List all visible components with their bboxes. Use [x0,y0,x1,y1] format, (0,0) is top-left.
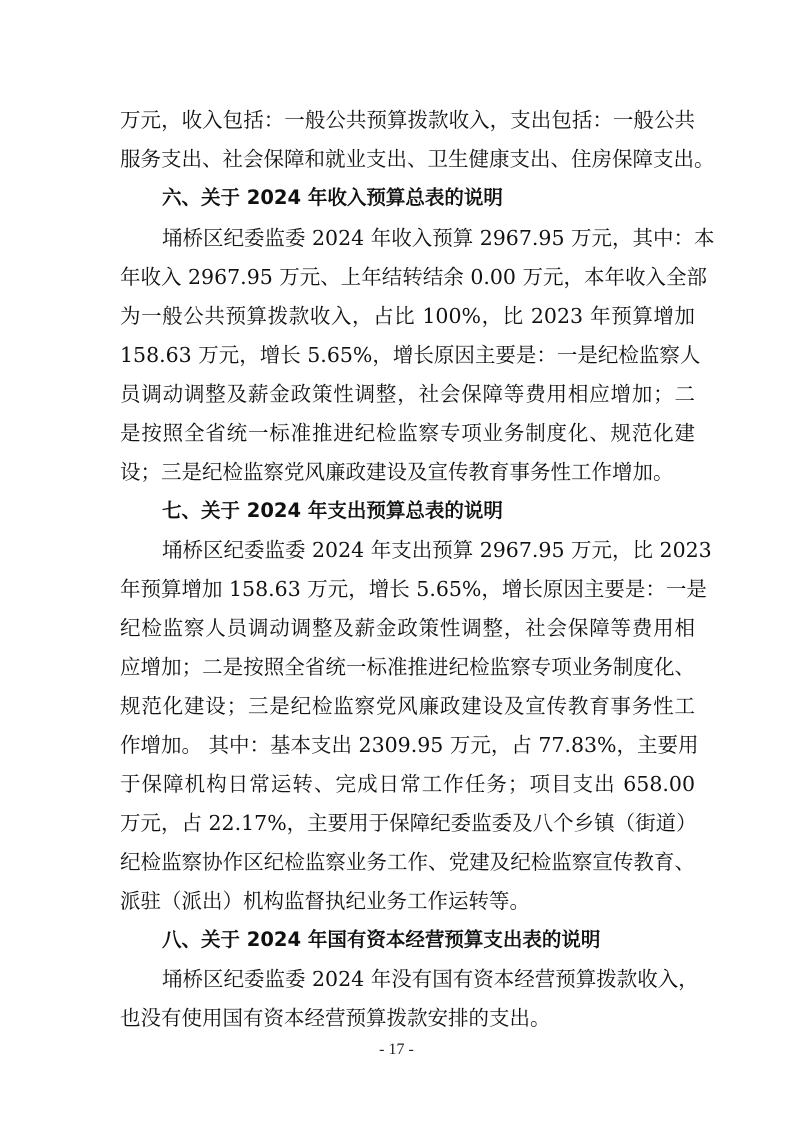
body-text-line: 也没有使用国有资本经营预算拨款安排的支出。 [120,1006,551,1030]
body-text-line: 设；三是纪检监察党风廉政建设及宣传教育事务性工作增加。 [120,460,674,484]
body-text-line: 年预算增加 158.63 万元，增长 5.65%，增长原因主要是：一是 [120,577,707,601]
body-text-line: 埇桥区纪委监委 2024 年支出预算 2967.95 万元，比 2023 [162,538,712,562]
section-heading-8: 八、关于 2024 年国有资本经营预算支出表的说明 [162,928,601,951]
body-text-line: 员调动调整及薪金政策性调整，社会保障等费用相应增加；二 [120,382,695,406]
body-text-line: 派驻（派出）机构监督执纪业务工作运转等。 [120,889,530,913]
body-text-line: 服务支出、社会保障和就业支出、卫生健康支出、住房保障支出。 [120,147,715,171]
page-number: - 17 - [379,1041,414,1058]
body-text-line: 应增加；二是按照全省统一标准推进纪检监察专项业务制度化、 [120,655,695,679]
body-text-line: 为一般公共预算拨款收入，占比 100%，比 2023 年预算增加 [120,304,695,328]
section-heading-7: 七、关于 2024 年支出预算总表的说明 [162,499,503,522]
body-text-line: 万元，收入包括：一般公共预算拨款收入，支出包括：一般公共 [120,108,695,132]
body-text-line: 万元，占 22.17%，主要用于保障纪委监委及八个乡镇（街道） [120,811,697,835]
body-text-line: 于保障机构日常运转、完成日常工作任务；项目支出 658.00 [120,772,695,796]
body-text-line: 规范化建设；三是纪检监察党风廉政建设及宣传教育事务性工 [120,694,695,718]
body-text-line: 年收入 2967.95 万元、上年结转结余 0.00 万元，本年收入全部 [120,265,707,289]
body-text-line: 埇桥区纪委监委 2024 年没有国有资本经营预算拨款收入， [162,967,699,991]
body-text-line: 埇桥区纪委监委 2024 年收入预算 2967.95 万元，其中：本 [162,226,715,250]
section-heading-6: 六、关于 2024 年收入预算总表的说明 [162,186,503,209]
body-text-line: 纪检监察人员调动调整及薪金政策性调整，社会保障等费用相 [120,616,695,640]
body-text-line: 作增加。 其中：基本支出 2309.95 万元，占 77.83%，主要用 [120,733,699,757]
body-text-line: 纪检监察协作区纪检监察业务工作、党建及纪检监察宣传教育、 [120,850,695,874]
body-text-line: 是按照全省统一标准推进纪检监察专项业务制度化、规范化建 [120,421,695,445]
body-text-line: 158.63 万元，增长 5.65%，增长原因主要是：一是纪检监察人 [120,343,701,367]
